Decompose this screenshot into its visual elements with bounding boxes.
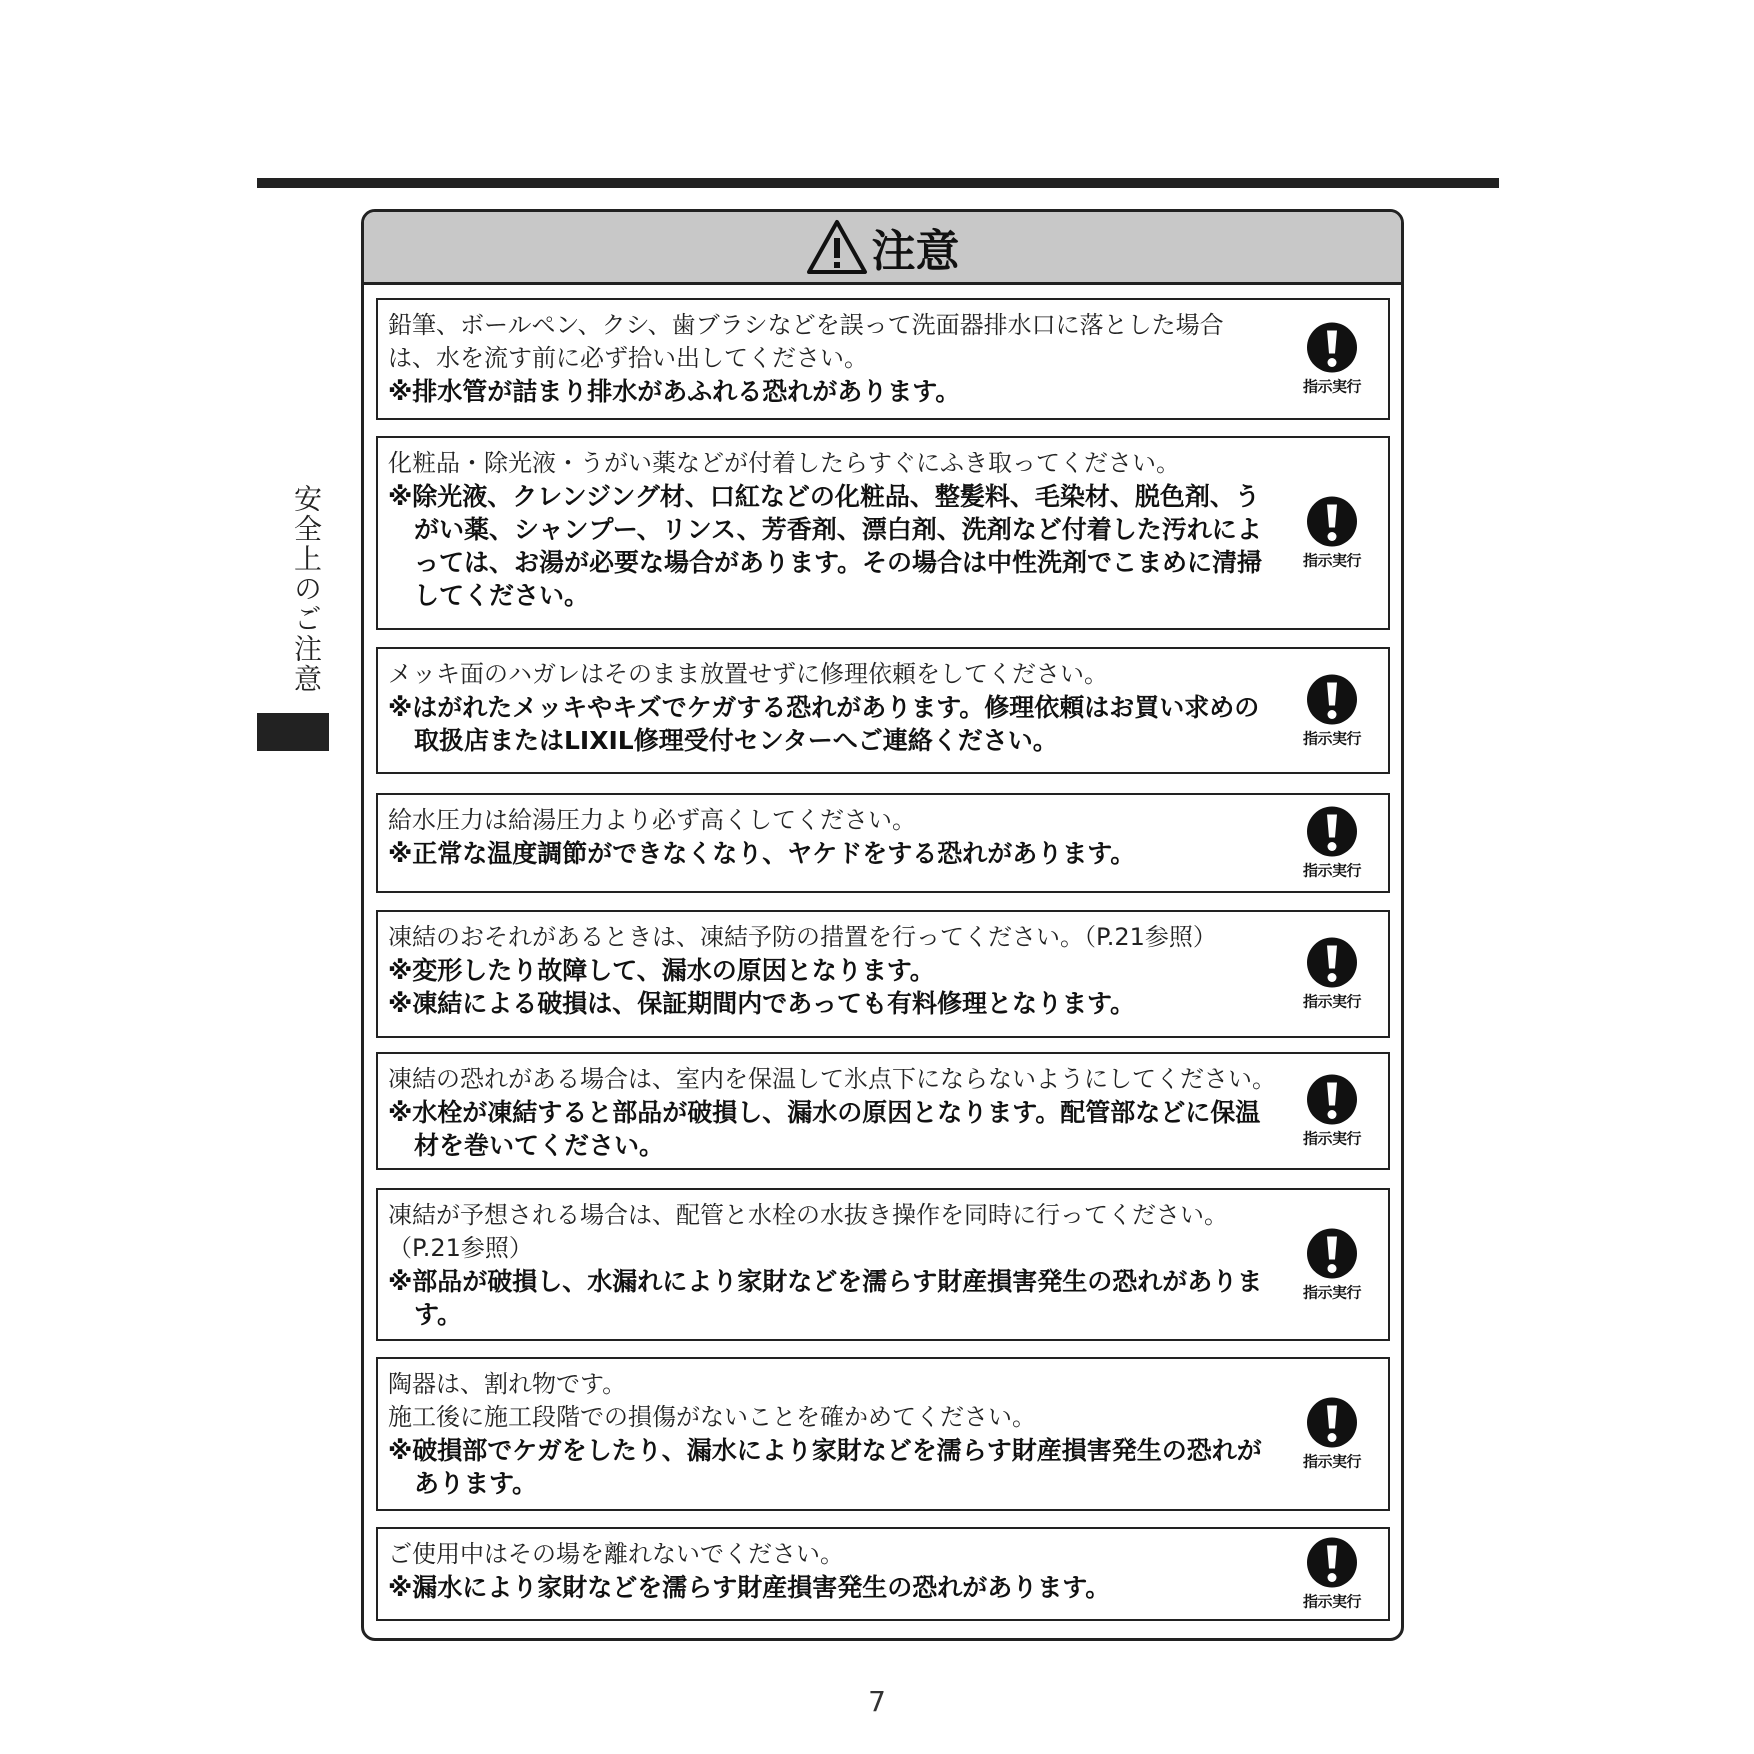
exclamation-circle-icon (1306, 1074, 1358, 1126)
caution-header (364, 212, 1401, 285)
notice-text: 給水圧力は給湯圧力より必ず高くしてください。 (388, 806, 916, 834)
notice-text: ご使用中はその場を離れないでください。 (388, 1540, 844, 1568)
instruction-mark (1292, 937, 1372, 1012)
instruction-mark (1292, 322, 1372, 397)
instruction-label: 指示実行 (1302, 1592, 1361, 1611)
top-rule (257, 178, 1499, 188)
instruction-mark (1292, 1537, 1372, 1612)
caution-notice (376, 1188, 1390, 1341)
notice-warning: ※部品が破損し、水漏れにより家財などを濡らす財産損害発生の恐れがあります。 (388, 1267, 1263, 1329)
caution-notice (376, 436, 1390, 630)
notice-text: 陶器は、割れ物です。 (388, 1370, 627, 1398)
notice-warning: ※水栓が凍結すると部品が破損し、漏水の原因となります。配管部などに保温材を巻いてください。 (388, 1098, 1261, 1160)
instruction-label: 指示実行 (1302, 729, 1361, 747)
notice-text: 施工後に施工段階での損傷がないことを確かめてください。 (388, 1403, 1036, 1431)
exclamation-circle-icon (1306, 937, 1358, 989)
instruction-label: 指示実行 (1302, 377, 1361, 396)
instruction-label: 指示実行 (1302, 1452, 1361, 1471)
caution-title: 注意 (871, 226, 960, 277)
caution-notice (376, 910, 1390, 1038)
section-side-label: 安全上のご注意 (290, 484, 323, 694)
instruction-mark (1292, 1227, 1372, 1302)
notice-warning: ※漏水により家財などを濡らす財産損害発生の恐れがあります。 (388, 1573, 1111, 1602)
exclamation-circle-icon (1306, 322, 1358, 374)
notice-warning: ※凍結による破損は、保証期間内であっても有料修理となります。 (388, 989, 1136, 1018)
notice-text: は、水を流す前に必ず拾い出してください。 (388, 344, 868, 372)
exclamation-circle-icon (1306, 1227, 1358, 1279)
section-side-tab (257, 713, 329, 751)
notice-text: メッキ面のハガレはそのまま放置せずに修理依頼をしてください。 (388, 660, 1108, 688)
exclamation-circle-icon (1306, 806, 1358, 858)
notice-warning: ※破損部でケガをしたり、漏水により家財などを濡らす財産損害発生の恐れがあります。 (388, 1436, 1262, 1498)
notice-text: 鉛筆、ボールペン、クシ、歯ブラシなどを誤って洗面器排水口に落とした場合 (388, 311, 1224, 339)
instruction-label: 指示実行 (1302, 992, 1361, 1011)
notice-text: 凍結のおそれがあるときは、凍結予防の措置を行ってください。（P.21参照） (388, 923, 1217, 951)
page-number: 7 (868, 1685, 886, 1718)
exclamation-circle-icon (1306, 1397, 1358, 1449)
instruction-label: 指示実行 (1302, 551, 1361, 570)
notice-text: 凍結の恐れがある場合は、室内を保温して氷点下にならないようにしてください。 (388, 1065, 1276, 1093)
instruction-label: 指示実行 (1302, 1283, 1361, 1301)
instruction-mark (1292, 806, 1372, 881)
notice-warning: ※除光液、クレンジング材、口紅などの化粧品、整髪料、毛染材、脱色剤、うがい薬、シャンプー、リンス、芳香剤、漂白剤、洗剤など付着した汚れによっては、お湯が必要な場合があります。その場合は中性洗剤でこまめに清掃してください。 (388, 482, 1263, 610)
notice-warning: ※変形したり故障して、漏水の原因となります。 (388, 956, 935, 985)
instruction-label: 指示実行 (1302, 1129, 1361, 1148)
notice-warning: ※正常な温度調節ができなくなり、ヤケドをする恐れがあります。 (388, 839, 1136, 868)
notice-text: 凍結が予想される場合は、配管と水栓の水抜き操作を同時に行ってください。 (388, 1201, 1228, 1229)
notice-text: 化粧品・除光液・うがい薬などが付着したらすぐにふき取ってください。 (388, 449, 1180, 477)
exclamation-circle-icon (1306, 673, 1358, 725)
instruction-mark (1292, 1074, 1372, 1149)
instruction-mark (1292, 496, 1372, 571)
notice-warning: ※排水管が詰まり排水があふれる恐れがあります。 (388, 377, 961, 406)
caution-notice (376, 1357, 1390, 1511)
caution-notice (376, 1052, 1390, 1170)
caution-notice (376, 1527, 1390, 1621)
caution-notice (376, 647, 1390, 774)
exclamation-circle-icon (1306, 496, 1358, 548)
caution-notice (376, 298, 1390, 420)
notice-text: （P.21参照） (388, 1234, 533, 1262)
exclamation-circle-icon (1306, 1537, 1358, 1589)
instruction-label: 指示実行 (1302, 861, 1361, 880)
caution-notice (376, 793, 1390, 893)
notice-warning: ※はがれたメッキやキズでケガする恐れがあります。修理依頼はお買い求めの取扱店またはLIXIL修理受付センターへご連絡ください。 (388, 693, 1260, 755)
warning-triangle-icon (806, 219, 868, 275)
instruction-mark (1292, 673, 1372, 748)
instruction-mark (1292, 1397, 1372, 1472)
